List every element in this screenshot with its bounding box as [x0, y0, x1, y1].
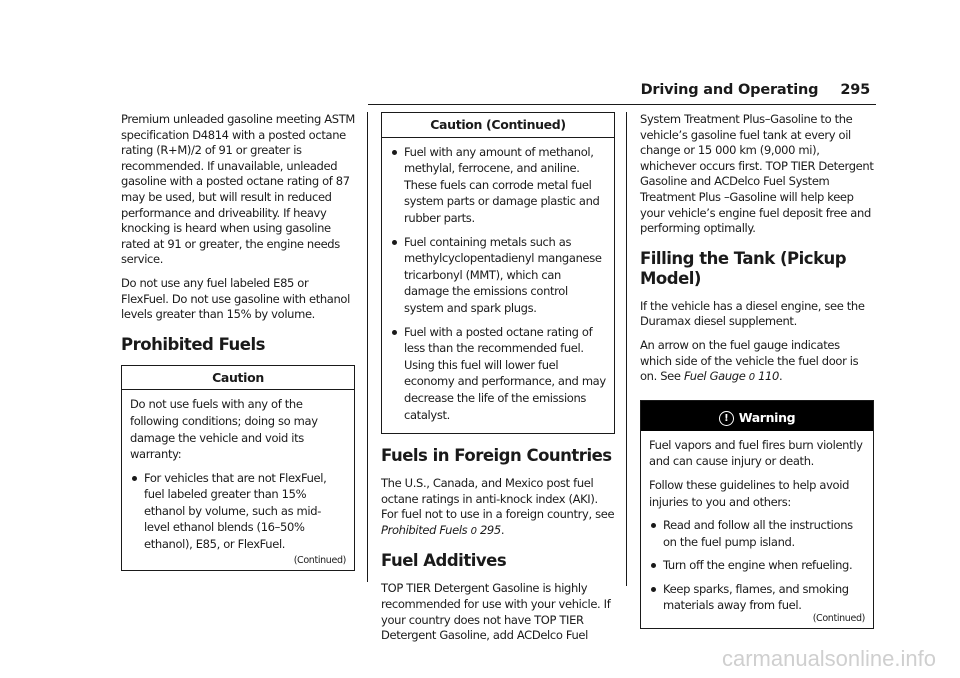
prohibited-fuels-heading: Prohibited Fuels — [121, 334, 265, 354]
page-header — [0, 0, 960, 110]
warning-body — [641, 431, 873, 628]
warning-bullet-sparks: Keep sparks, flames, and smoking materials away from fuel. — [649, 581, 865, 614]
sentence-end: . — [500, 522, 505, 537]
page-number: 295 — [840, 82, 870, 98]
section-title: Driving and Operating — [640, 82, 819, 98]
xref-arrow-icon: 0 — [470, 525, 477, 537]
header-rule — [368, 104, 876, 105]
fuel-gauge-link[interactable] — [684, 369, 779, 383]
warning-bullet-engine-off: Turn off the engine when refueling. — [649, 557, 865, 574]
foreign-countries-heading: Fuels in Foreign Countries — [381, 446, 612, 466]
column-middle — [381, 112, 615, 652]
filling-tank-heading: Filling the Tank (Pickup Model) — [640, 248, 847, 288]
warning-header — [641, 401, 873, 431]
xref-page: 295 — [479, 522, 501, 537]
foreign-countries-text: The U.S., Canada, and Mexico post fuel octane ratings in anti-knock index (AKI). For fuel not to use in a foreign country, see — [381, 476, 615, 522]
caution-text: Do not use fuels with any of the following conditions; doing so may damage the vehicle and void its warranty: — [130, 397, 318, 462]
caution-list — [130, 470, 346, 553]
caution-continued-list — [390, 144, 606, 424]
xref-arrow-icon: 0 — [748, 372, 755, 384]
warning-box — [640, 400, 874, 629]
column-left — [121, 112, 355, 571]
prohibited-fuels-link[interactable] — [381, 523, 501, 537]
caution-body — [122, 390, 354, 569]
running-header — [641, 82, 870, 98]
sentence-end: . — [779, 369, 783, 384]
column-divider-2 — [626, 112, 627, 586]
caution-bullet-methanol: Fuel with any amount of methanol, methylal, ferrocene, and aniline. These fuels can corrode metal fuel system parts or damage plastic and rubber parts. — [390, 144, 606, 227]
continued-label: (Continued) — [812, 613, 865, 625]
caution-continued-box — [381, 112, 615, 434]
caution-box — [121, 365, 355, 571]
ethanol-paragraph: Do not use any fuel labeled E85 or FlexFuel. Do not use gasoline with ethanol levels greater than 15% by volume. — [121, 275, 350, 322]
watermark: carmanualsonline.info — [721, 646, 936, 671]
caution-title: Caution — [122, 366, 354, 391]
fuel-additives-heading: Fuel Additives — [381, 551, 507, 571]
xref-title: Prohibited Fuels — [381, 522, 468, 537]
fuel-door-text: An arrow on the fuel gauge indicates which side of the vehicle the fuel door is on. See — [640, 337, 859, 384]
caution-bullet: For vehicles that are not FlexFuel, fuel labeled greater than 15% ethanol by volume, such as mid-level ethanol blends (16–50% ethanol), E85, or FlexFuel. — [130, 470, 346, 553]
additive-continued-paragraph: System Treatment Plus–Gasoline to the vehicle’s gasoline fuel tank at every oil change or 15 000 km (9,000 mi), whichever occurs first. TOP TIER Detergent Gasoline and ACDelco Fuel System Treatment Plus –Gasoline will help keep your vehicle’s engine fuel deposit free and performing optimally. — [640, 112, 874, 236]
diesel-paragraph: If the vehicle has a diesel engine, see the Duramax diesel supplement. — [640, 298, 865, 329]
warning-title: Warning — [738, 409, 796, 425]
caution-bullet-octane: Fuel with a posted octane rating of less than the recommended fuel. Using this fuel will lower fuel economy and performance, and may decrease the life of the emissions catalyst. — [390, 324, 606, 424]
octane-paragraph: Premium unleaded gasoline meeting ASTM specification D4814 with a posted octane rating (R+M)/2 of 91 or greater is recommended. If unavailable, unleaded gasoline with a posted octane rating of 87 may be used, but will result in reduced performance and driveability. If heavy knocking is heard when using gasoline rated at 91 or greater, the engine needs service. — [121, 112, 355, 267]
warning-circle-icon: ! — [719, 411, 734, 426]
column-right — [640, 112, 874, 629]
continued-label: (Continued) — [293, 554, 346, 566]
warning-list — [649, 517, 865, 614]
caution-continued-body — [382, 138, 614, 434]
foreign-countries-paragraph — [381, 476, 615, 539]
xref-page: 110 — [758, 369, 779, 384]
warning-bullet-instructions: Read and follow all the instructions on the fuel pump island. — [649, 517, 865, 550]
xref-title: Fuel Gauge — [683, 369, 746, 384]
warning-text-2: Follow these guidelines to help avoid injuries to you and others: — [649, 477, 850, 509]
fuel-additives-paragraph: TOP TIER Detergent Gasoline is highly recommended for use with your vehicle. If your country does not have TOP TIER Detergent Gasoline, add ACDelco Fuel — [381, 581, 611, 643]
column-divider-1 — [367, 112, 368, 582]
fuel-door-paragraph — [640, 338, 874, 386]
caution-bullet-mmt: Fuel containing metals such as methylcyclopentadienyl manganese tricarbonyl (MMT), which can damage the emissions control system and spark plugs. — [390, 234, 606, 317]
caution-continued-title: Caution (Continued) — [382, 113, 614, 138]
warning-text-1: Fuel vapors and fuel fires burn violently and can cause injury or death. — [649, 437, 863, 469]
